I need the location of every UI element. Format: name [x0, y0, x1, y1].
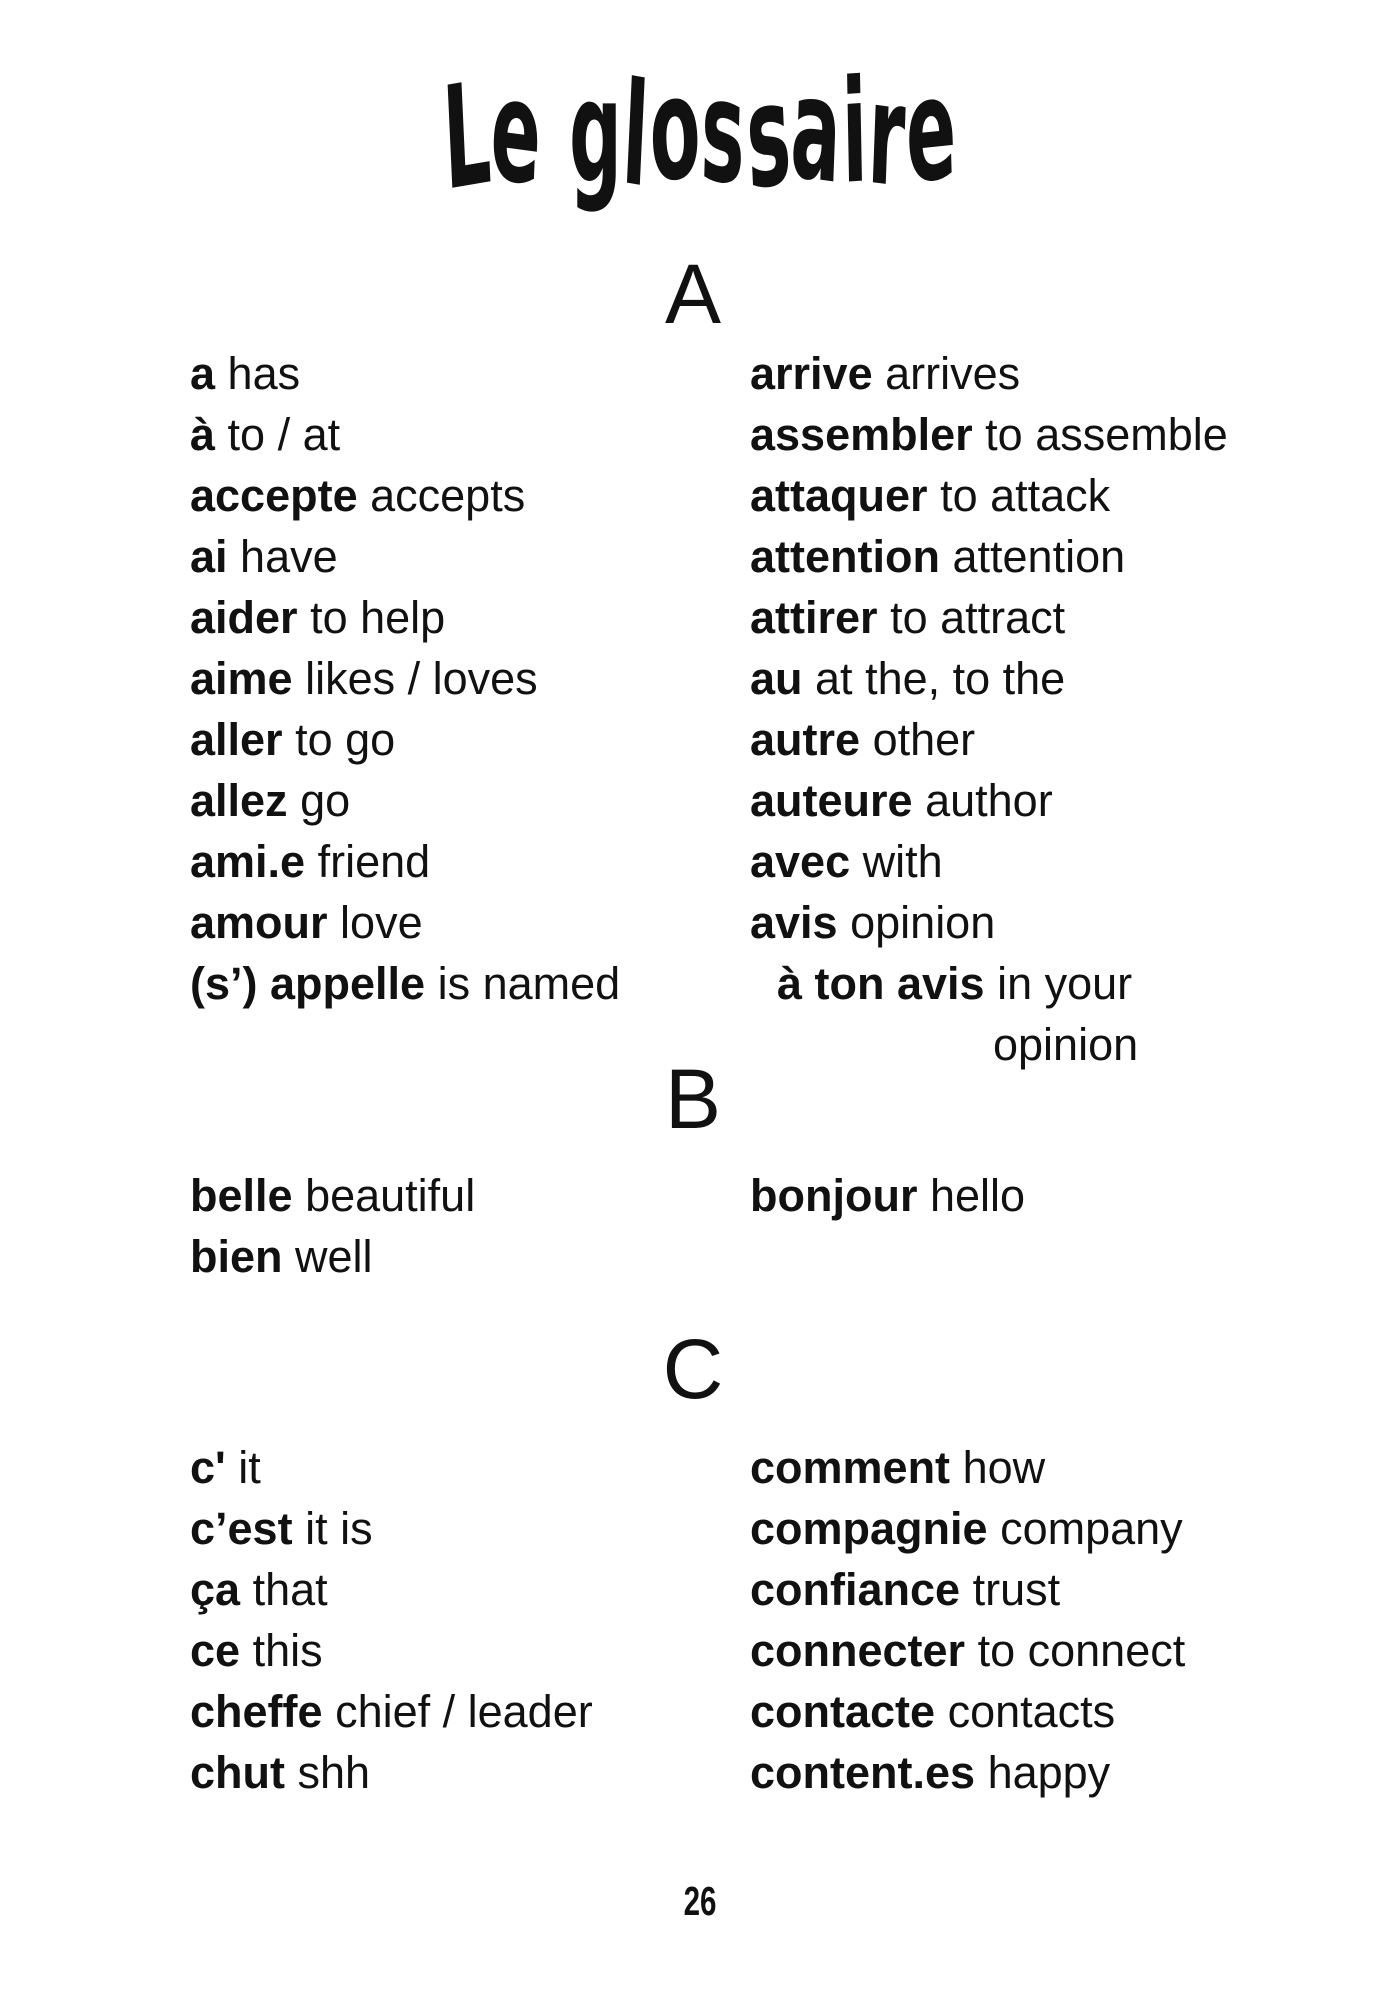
glossary-entry — [190, 1498, 593, 1559]
title-letter: i — [840, 49, 870, 216]
glossary-entry — [750, 587, 1228, 648]
glossary-entry — [190, 648, 620, 709]
glossary-entry — [190, 892, 620, 953]
entry-definition: have — [240, 531, 338, 582]
title-letter: a — [788, 44, 845, 217]
glossary-entry — [750, 465, 1228, 526]
glossary-entry — [750, 770, 1228, 831]
entry-definition: it is — [305, 1503, 373, 1554]
entry-definition: other — [872, 714, 976, 765]
entry-definition: contacts — [947, 1686, 1116, 1737]
entry-term: ami.e — [190, 836, 306, 887]
title-letter: g — [569, 50, 623, 215]
entry-term: attirer — [750, 592, 878, 643]
page-number: 26 — [683, 1878, 717, 1924]
glossary-entry — [750, 709, 1228, 770]
glossary-entry — [750, 953, 1228, 1014]
entry-definition: that — [252, 1564, 328, 1615]
entry-definition: to help — [310, 592, 446, 643]
entry-term: autre — [750, 714, 861, 765]
glossary-entry — [750, 1742, 1185, 1803]
glossary-entry — [190, 831, 620, 892]
entry-term: bien — [190, 1231, 283, 1282]
entry-term: assembler — [750, 409, 973, 460]
title-letter: o — [646, 43, 704, 216]
glossary-entry — [750, 892, 1228, 953]
section-c-left-column — [190, 1437, 593, 1803]
glossary-entry — [750, 1498, 1185, 1559]
entry-definition: friend — [317, 836, 431, 887]
glossary-entry — [190, 953, 620, 1014]
entry-definition: company — [1000, 1503, 1183, 1554]
entry-term: chut — [190, 1747, 285, 1798]
entry-definition: is named — [437, 958, 621, 1009]
entry-definition: arrives — [885, 348, 1021, 399]
entry-term: à ton avis — [777, 958, 985, 1009]
section-letter: C — [662, 1322, 724, 1416]
entry-definition: beautiful — [305, 1170, 476, 1221]
entry-term: cheffe — [190, 1686, 323, 1737]
entry-definition: to go — [295, 714, 396, 765]
entry-term: attention — [750, 531, 940, 582]
entry-definition: to / at — [227, 409, 341, 460]
entry-definition: at the, to the — [815, 653, 1066, 704]
entry-term: allez — [190, 775, 288, 826]
entry-definition: accepts — [370, 470, 526, 521]
glossary-entry — [190, 1559, 593, 1620]
glossary-entry — [190, 587, 620, 648]
glossary-entry — [750, 1559, 1185, 1620]
glossary-entry — [190, 1620, 593, 1681]
glossary-entry — [750, 526, 1228, 587]
entry-definition: how — [962, 1442, 1046, 1493]
entry-definition: it — [238, 1442, 261, 1493]
title-letter: s — [742, 50, 795, 223]
glossary-entry — [750, 1620, 1185, 1681]
entry-term: (s’) appelle — [190, 958, 426, 1009]
entry-definition: to attract — [890, 592, 1066, 643]
title-letter: e — [488, 46, 546, 219]
entry-definition: likes / loves — [305, 653, 538, 704]
glossary-entry — [190, 1165, 475, 1226]
entry-term: belle — [190, 1170, 293, 1221]
entry-definition: to connect — [977, 1625, 1186, 1676]
title-letter: s — [698, 47, 749, 218]
entry-definition: in your — [997, 958, 1133, 1009]
entry-definition: with — [862, 836, 943, 887]
title-letter: l — [619, 51, 653, 220]
entry-definition: has — [227, 348, 301, 399]
glossary-entry — [190, 404, 620, 465]
section-a-right-column — [750, 343, 1228, 1075]
entry-term: auteure — [750, 775, 913, 826]
entry-definition: hello — [929, 1170, 1026, 1221]
entry-term: ça — [190, 1564, 241, 1615]
entry-term: amour — [190, 897, 328, 948]
entry-term: content.es — [750, 1747, 976, 1798]
entry-term: contacte — [750, 1686, 936, 1737]
glossary-entry — [190, 1742, 593, 1803]
glossary-entry — [190, 709, 620, 770]
section-c-right-column — [750, 1437, 1185, 1803]
glossary-entry — [190, 343, 620, 404]
entry-term: avis — [750, 897, 838, 948]
entry-term: ce — [190, 1625, 241, 1676]
entry-definition: to attack — [940, 470, 1111, 521]
entry-term: aider — [190, 592, 298, 643]
glossary-entry — [190, 526, 620, 587]
glossary-entry — [750, 1681, 1185, 1742]
title-letter: L — [439, 50, 496, 223]
entry-term: accepte — [190, 470, 358, 521]
entry-term: aime — [190, 653, 293, 704]
entry-definition: trust — [972, 1564, 1061, 1615]
entry-definition: opinion — [993, 1019, 1139, 1070]
glossary-entry — [190, 465, 620, 526]
section-b-right-column — [750, 1165, 1025, 1226]
glossary-entry — [750, 831, 1228, 892]
entry-term: au — [750, 653, 803, 704]
glossary-entry — [750, 343, 1228, 404]
entry-term: aller — [190, 714, 283, 765]
entry-term: a — [190, 348, 216, 399]
entry-definition: happy — [987, 1747, 1111, 1798]
glossary-entry — [190, 1681, 593, 1742]
entry-term: compagnie — [750, 1503, 988, 1554]
entry-term: connecter — [750, 1625, 966, 1676]
entry-term: c’est — [190, 1503, 293, 1554]
glossary-entry — [190, 1437, 593, 1498]
entry-term: ai — [190, 531, 228, 582]
section-letter: B — [664, 1052, 722, 1146]
glossary-entry — [190, 770, 620, 831]
entry-term: confiance — [750, 1564, 961, 1615]
entry-term: arrive — [750, 348, 873, 399]
entry-definition: chief / leader — [335, 1686, 593, 1737]
entry-definition: shh — [297, 1747, 371, 1798]
entry-term: attaquer — [750, 470, 928, 521]
entry-definition: author — [925, 775, 1053, 826]
glossary-entry — [750, 404, 1228, 465]
entry-definition: to assemble — [985, 409, 1228, 460]
entry-definition: well — [295, 1231, 373, 1282]
entry-term: bonjour — [750, 1170, 918, 1221]
glossary-entry — [750, 648, 1228, 709]
entry-definition: love — [340, 897, 423, 948]
glossary-entry — [750, 1437, 1185, 1498]
entry-definition: attention — [952, 531, 1126, 582]
section-letter: A — [664, 247, 722, 341]
title-letter: e — [903, 45, 960, 216]
entry-term: avec — [750, 836, 851, 887]
entry-term: comment — [750, 1442, 951, 1493]
entry-definition: go — [300, 775, 351, 826]
section-a-left-column — [190, 343, 620, 1014]
entry-definition: this — [252, 1625, 323, 1676]
entry-term: c' — [190, 1442, 226, 1493]
page-title — [336, 43, 1064, 223]
section-b-left-column — [190, 1165, 475, 1287]
glossary-entry — [750, 1165, 1025, 1226]
title-letter: r — [865, 50, 909, 221]
entry-definition: opinion — [850, 897, 996, 948]
glossary-entry — [190, 1226, 475, 1287]
entry-term: à — [190, 409, 216, 460]
